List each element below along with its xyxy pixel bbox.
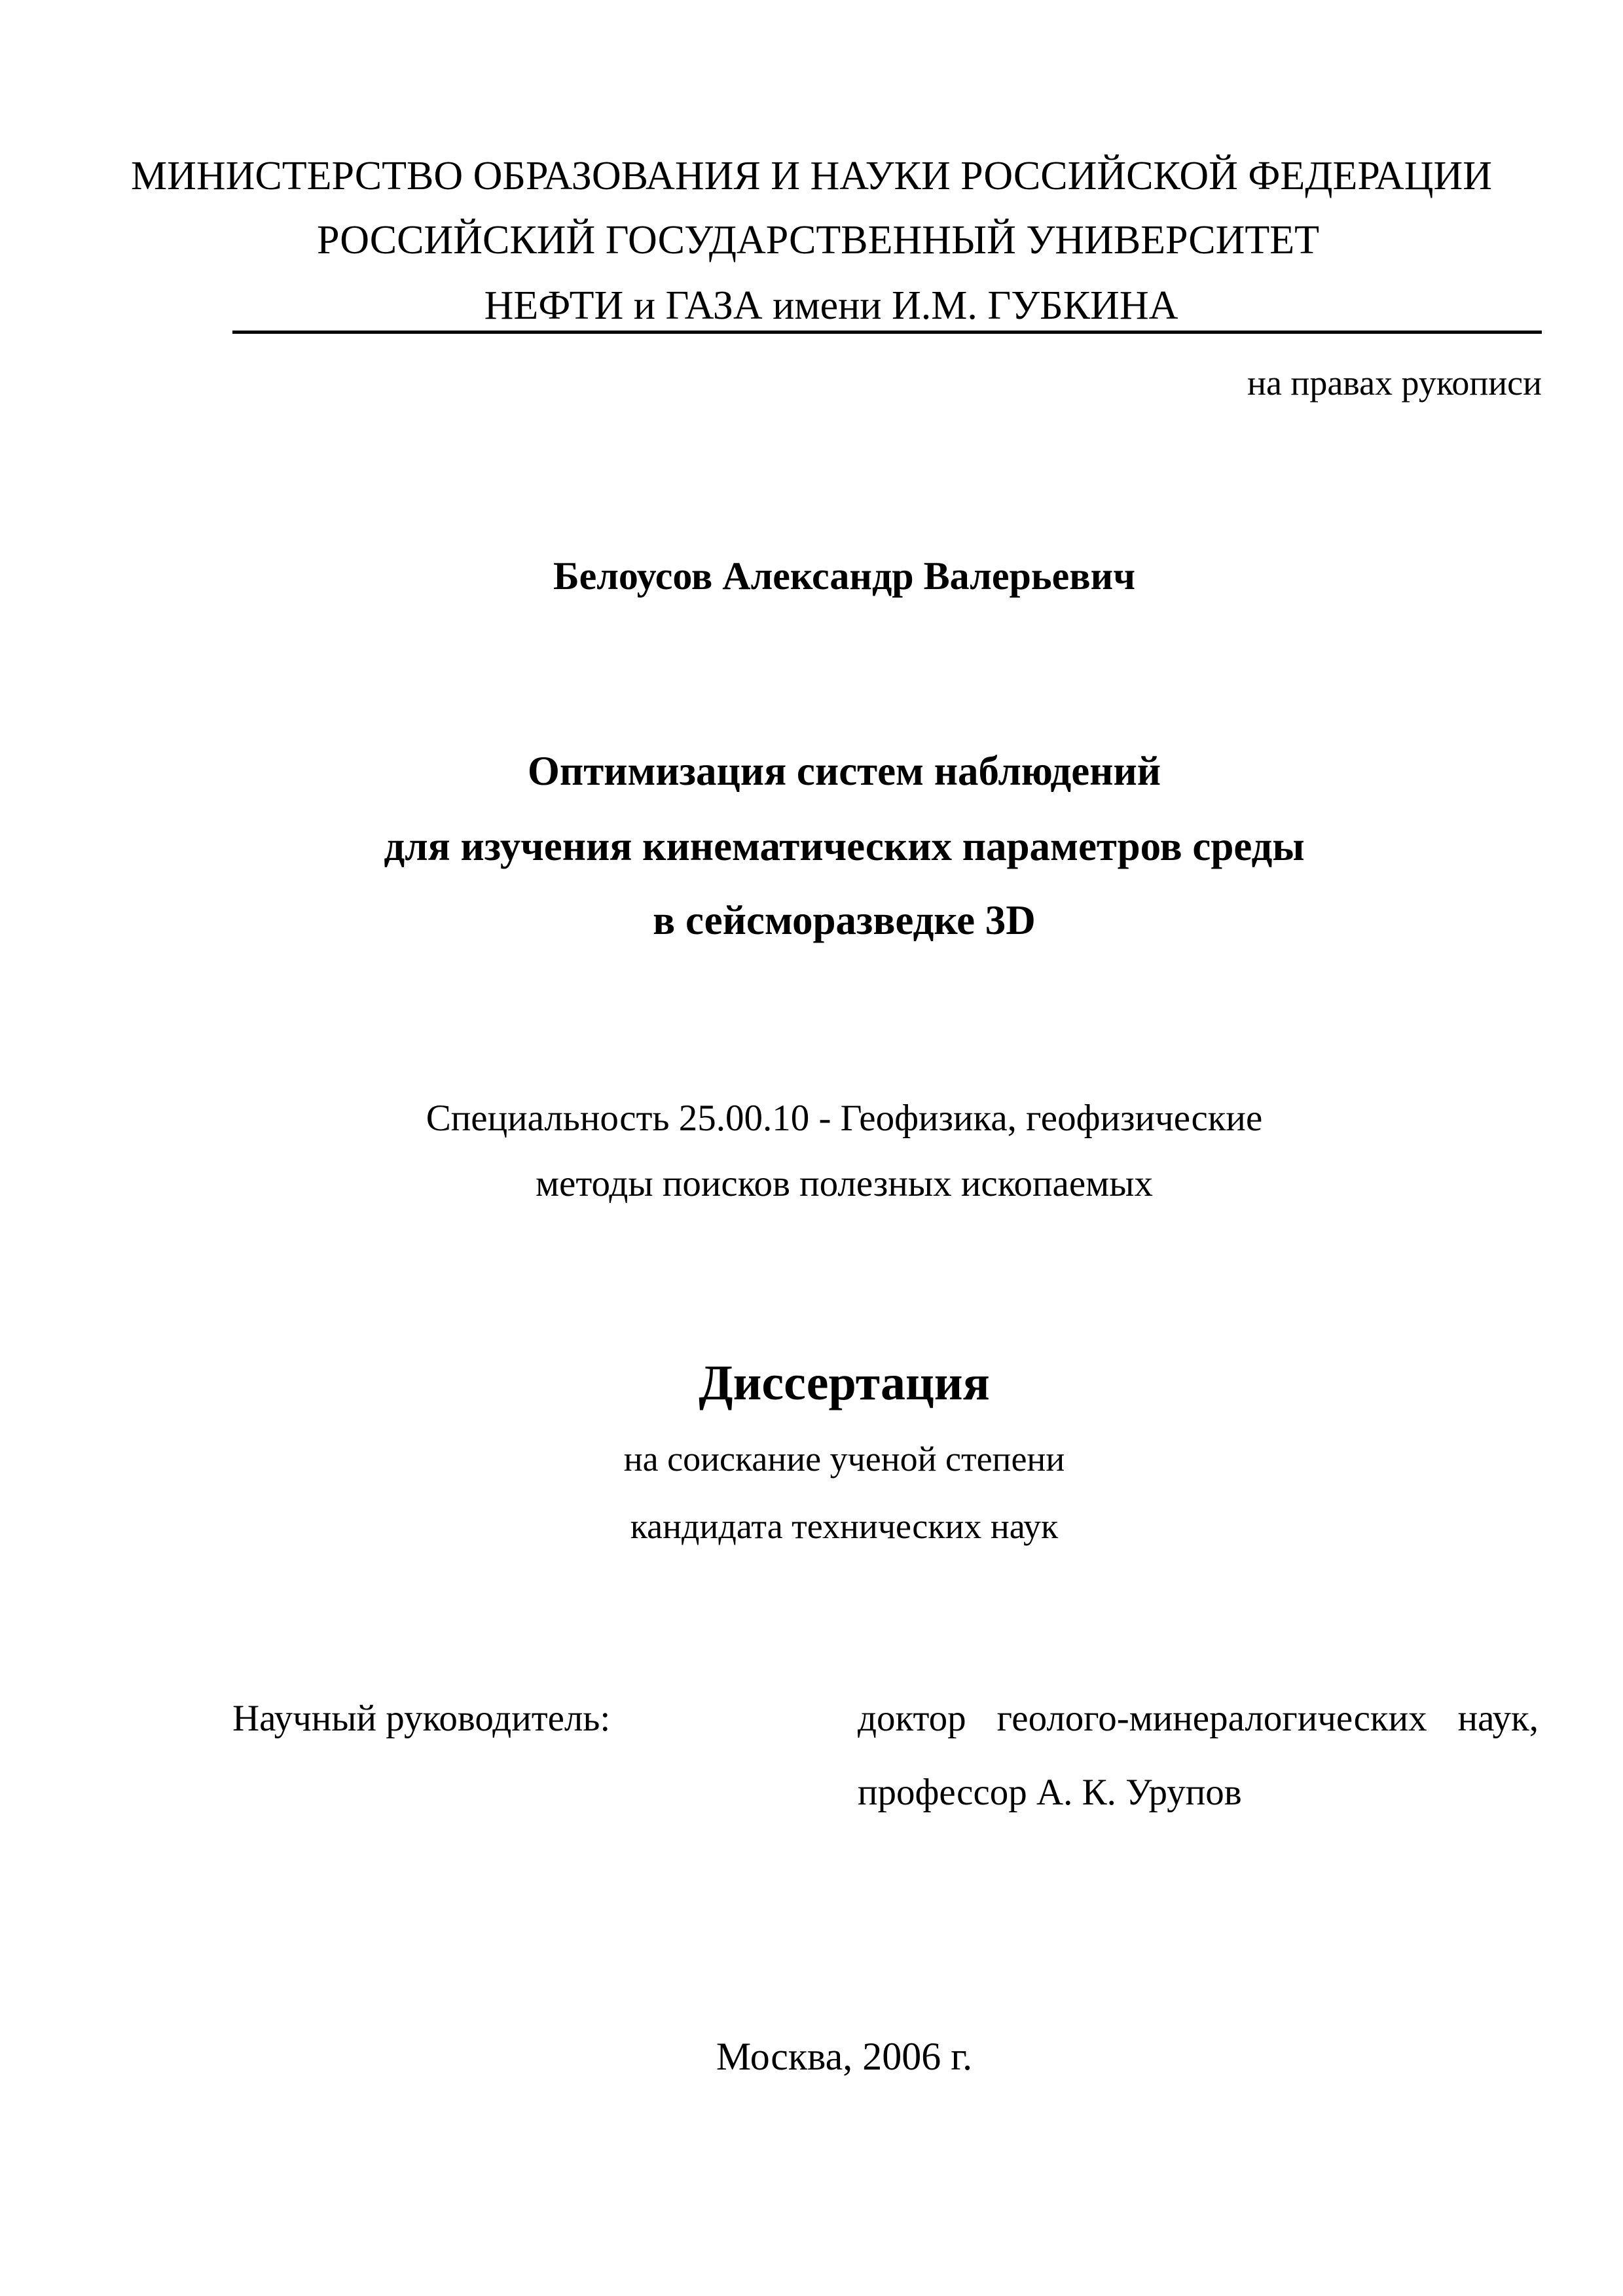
supervisor-name: профессор А. К. Урупов bbox=[858, 1772, 1242, 1813]
specialty-line1: Специальность 25.00.10 - Геофизика, геофизические bbox=[426, 1098, 1263, 1139]
title-line1: Оптимизация систем наблюдений bbox=[527, 748, 1161, 794]
specialty-line2: методы поисков полезных ископаемых bbox=[535, 1163, 1154, 1204]
degree-line1: на соискание ученой степени bbox=[623, 1439, 1065, 1479]
university-heading-line2: НЕФТИ и ГАЗА имени И.М. ГУБКИНА bbox=[484, 283, 1178, 328]
degree-line2: кандидата технических наук bbox=[630, 1507, 1059, 1546]
city-year: Москва, 2006 г. bbox=[716, 2035, 973, 2078]
title-line3: в сейсморазведке 3D bbox=[653, 897, 1036, 943]
work-type: Диссертация bbox=[699, 1355, 990, 1410]
manuscript-note: на правах рукописи bbox=[1247, 363, 1542, 403]
header-divider bbox=[232, 331, 1542, 334]
title-line2: для изучения кинематических параметров среды bbox=[384, 823, 1305, 869]
supervisor-label: Научный руководитель: bbox=[232, 1698, 611, 1739]
ministry-heading: МИНИСТЕРСТВО ОБРАЗОВАНИЯ И НАУКИ РОССИЙСКОЙ ФЕДЕРАЦИИ bbox=[130, 154, 1493, 198]
university-heading-line1: РОССИЙСКИЙ ГОСУДАРСТВЕННЫЙ УНИВЕРСИТЕТ bbox=[316, 218, 1320, 262]
supervisor-degree: доктор геолого-минералогических наук, bbox=[858, 1698, 1539, 1739]
author-name: Белоусов Александр Валерьевич bbox=[553, 554, 1136, 598]
